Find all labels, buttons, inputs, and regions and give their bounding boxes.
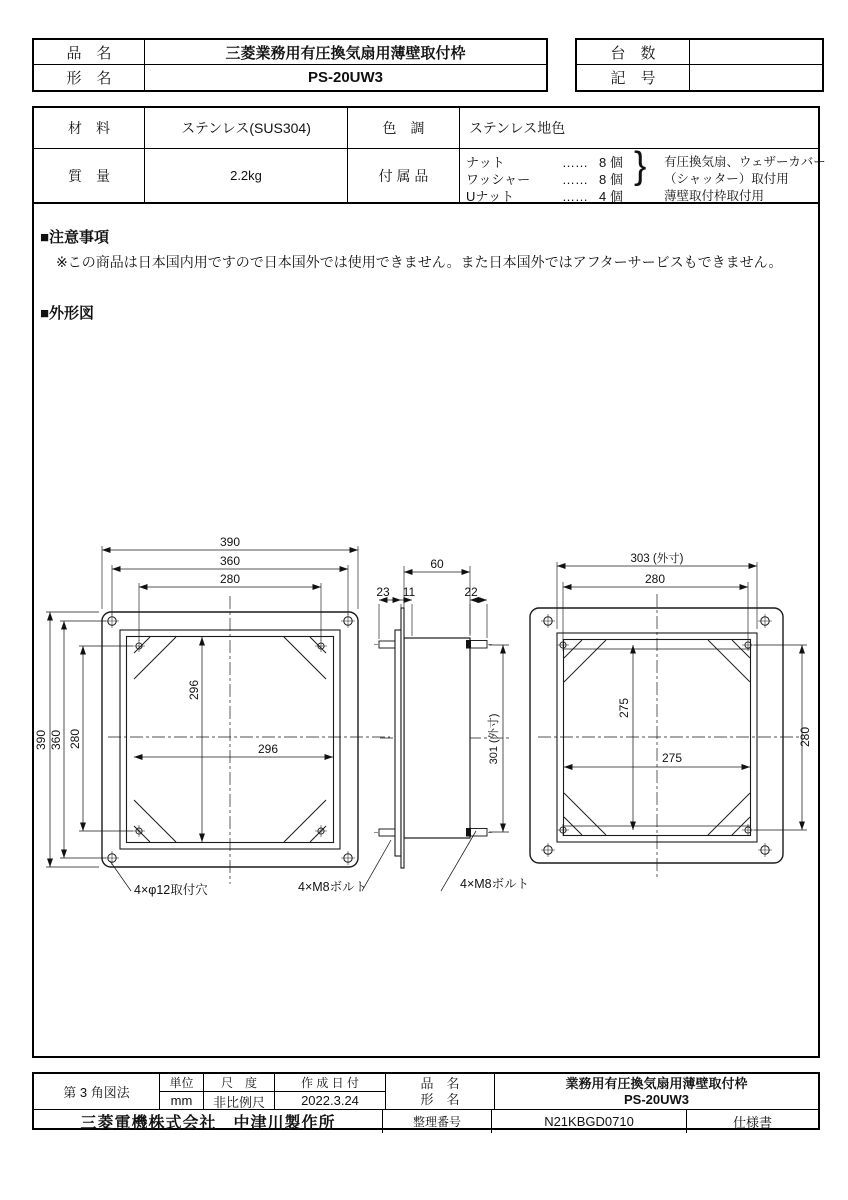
dim-280-left: 280 <box>68 728 82 750</box>
accessory-dots: …… <box>562 189 588 204</box>
accessory-name: Uナット <box>466 189 515 204</box>
front-view <box>46 546 391 891</box>
dim-22: 22 <box>464 585 478 599</box>
mass-label: 質 量 <box>34 149 145 202</box>
usage-note-line: 薄壁取付枠取付用 <box>664 189 765 203</box>
dim-301-outer: 301 (外寸) <box>488 713 500 765</box>
date-value: 2022.3.24 <box>301 1093 359 1108</box>
accessory-qty: 8 個 <box>599 155 623 170</box>
caution-text: ※この商品は日本国内用ですので日本国外では使用できません。また日本国外ではアフターサービスもできません。 <box>56 254 783 270</box>
mass-value: 2.2kg <box>145 149 348 202</box>
material-value: ステンレス(SUS304) <box>145 108 348 149</box>
accessory-dots: …… <box>562 155 588 170</box>
date-label: 作 成 日 付 <box>275 1074 385 1092</box>
dim-296-vertical: 296 <box>187 679 201 701</box>
accessories-label: 付 属 品 <box>348 149 460 202</box>
item-name-value: 三菱業務用有圧換気扇用薄壁取付枠 <box>145 40 546 65</box>
rear-view <box>530 562 807 880</box>
dim-390-top: 390 <box>219 535 241 549</box>
ref-number-value: N21KBGD0710 <box>492 1110 687 1133</box>
usage-note-line: 有圧換気扇、ウェザーカバー <box>664 155 826 169</box>
footer-model-value: PS-20UW3 <box>623 1091 690 1107</box>
date-column <box>275 1074 386 1109</box>
item-model-labels <box>386 1074 495 1109</box>
accessory-qty: 8 個 <box>599 172 623 187</box>
caution-heading: ■注意事項 <box>40 229 110 246</box>
dim-23: 23 <box>376 585 390 599</box>
item-model-values <box>495 1074 818 1109</box>
mark-label: 記 号 <box>577 65 690 90</box>
scale-column <box>204 1074 275 1109</box>
scale-value: 非比例尺 <box>212 1095 265 1110</box>
material-label: 材 料 <box>34 108 145 149</box>
bolts-label-right: 4×M8ボルト <box>460 877 530 891</box>
color-tone-label: 色 調 <box>348 108 460 149</box>
item-name-label: 品 名 <box>34 40 145 65</box>
footer-item-label: 品 名 <box>420 1075 460 1091</box>
model-name-label: 形 名 <box>34 65 145 90</box>
title-block <box>32 1072 820 1130</box>
ref-number-label: 整理番号 <box>383 1110 492 1133</box>
dim-275-horizontal: 275 <box>661 751 683 765</box>
accessory-dots: …… <box>562 172 588 187</box>
accessory-name: ワッシャー <box>466 172 531 187</box>
dim-275-vertical: 275 <box>617 697 631 719</box>
model-name-value: PS-20UW3 <box>307 69 384 86</box>
dim-11: 11 <box>402 585 416 599</box>
projection-method: 第 3 角図法 <box>34 1074 160 1109</box>
unit-column <box>160 1074 204 1109</box>
outline-drawing-heading: ■外形図 <box>40 305 95 322</box>
company-name: 三菱電機株式会社 中津川製作所 <box>34 1110 383 1133</box>
dim-390-left: 390 <box>34 729 48 751</box>
title-block-top <box>34 1074 818 1110</box>
mounting-holes-label: 4×φ12取付穴 <box>134 883 208 897</box>
document-type: 仕様書 <box>732 1115 772 1130</box>
dim-280-top: 280 <box>219 572 241 586</box>
accessory-qty: 4 個 <box>599 189 623 204</box>
dim-360-left: 360 <box>49 729 63 751</box>
scale-label: 尺 度 <box>204 1074 274 1092</box>
color-tone-value: ステンレス地色 <box>460 108 818 149</box>
bolts-label-mid: 4×M8ボルト <box>298 880 368 894</box>
usage-note-line: （シャッター）取付用 <box>664 172 789 186</box>
qty-label: 台 数 <box>577 40 690 65</box>
dim-280-rear-right: 280 <box>798 726 812 748</box>
unit-value: mm <box>170 1093 193 1108</box>
dim-280-rear-top: 280 <box>644 572 666 586</box>
accessory-name: ナット <box>466 155 505 170</box>
dim-296-horizontal: 296 <box>257 742 279 756</box>
footer-model-label: 形 名 <box>420 1091 460 1107</box>
footer-item-value: 業務用有圧換気扇用薄壁取付枠 <box>565 1075 748 1091</box>
title-block-bottom <box>34 1110 818 1133</box>
dim-303-outer: 303 (外寸) <box>630 553 684 565</box>
brace-glyph: } <box>634 144 647 187</box>
unit-label: 単位 <box>160 1074 203 1092</box>
dim-360-top: 360 <box>219 554 241 568</box>
dim-60: 60 <box>430 557 444 571</box>
